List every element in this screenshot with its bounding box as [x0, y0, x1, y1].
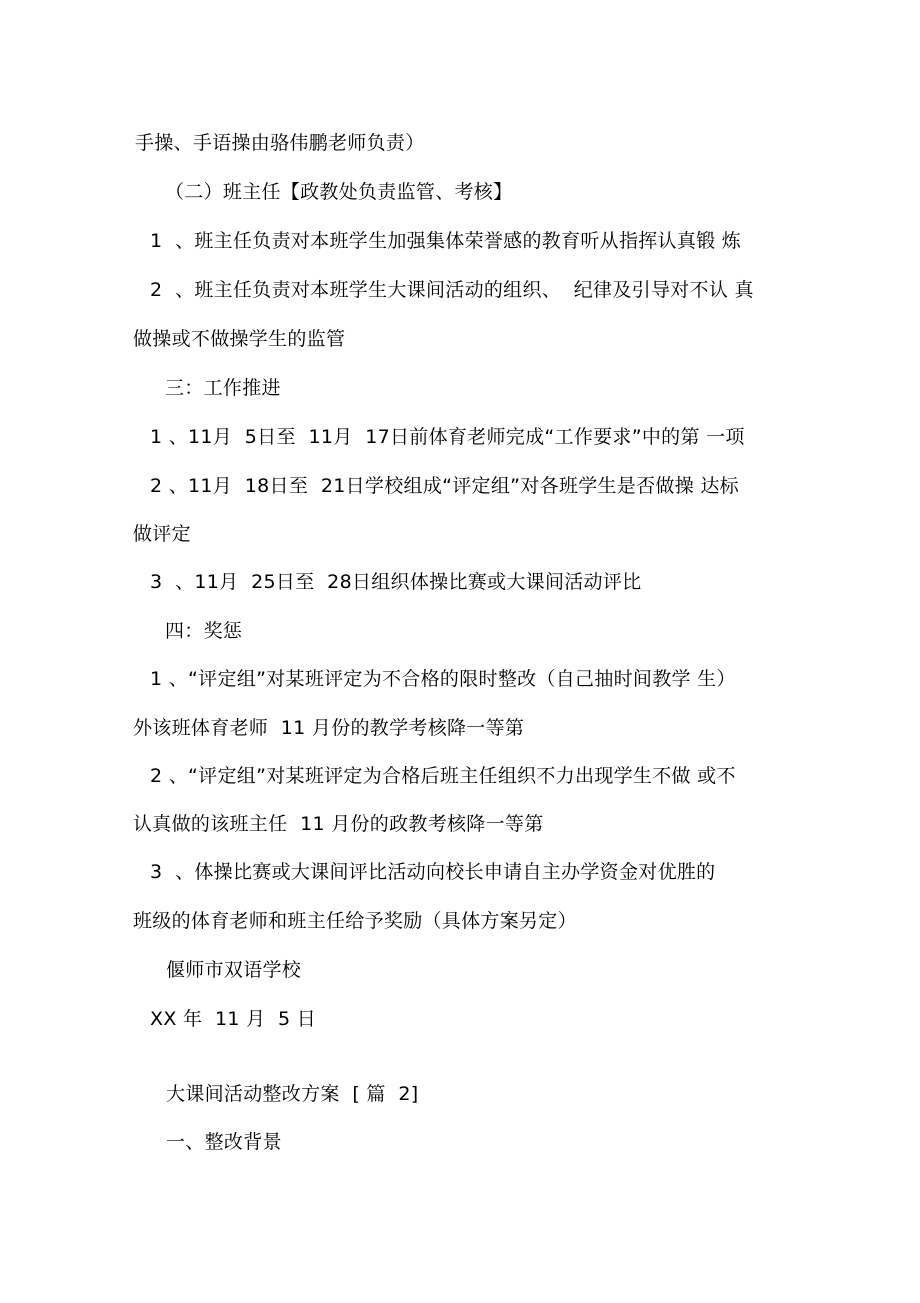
text-line: 做评定 [133, 523, 191, 545]
text-line: 班级的体育老师和班主任给予奖励（具体方案另定） [133, 910, 577, 932]
list-item: 2 、“评定组”对某班评定为合格后班主任组织不力出现学生不做 或不 [150, 765, 736, 787]
list-item: 3 、体操比赛或大课间评比活动向校长申请自主办学资金对优胜的 [150, 861, 716, 883]
section-heading: 一、整改背景 [166, 1131, 282, 1153]
text-line: 认真做的该班主任 11 月份的政教考核降一等第 [133, 813, 544, 835]
text-line: 做操或不做操学生的监管 [133, 328, 346, 350]
list-item: 3 、11月 25日至 28日组织体操比赛或大课间活动评比 [150, 571, 642, 593]
document-title: 大课间活动整改方案 [ 篇 2] [166, 1083, 419, 1105]
section-heading: （二）班主任【政教处负责监管、考核】 [165, 181, 513, 203]
text-line: 外该班体育老师 11 月份的教学考核降一等第 [133, 717, 525, 739]
signature-school: 偃师市双语学校 [166, 959, 302, 981]
list-item: 1 、“评定组”对某班评定为不合格的限时整改（自己抽时间教学 生） [150, 668, 736, 690]
text-line: 手操、手语操由骆伟鹏老师负责） [135, 132, 425, 154]
list-item: 2 、11月 18日至 21日学校组成“评定组”对各班学生是否做操 达标 [150, 475, 739, 497]
list-item: 2 、班主任负责对本班学生大课间活动的组织、 纪律及引导对不认 真 [150, 279, 754, 301]
section-heading: 四：奖惩 [165, 620, 243, 642]
list-item: 1 、班主任负责对本班学生加强集体荣誉感的教育听从指挥认真锻 炼 [150, 230, 742, 252]
signature-date: XX 年 11 月 5 日 [150, 1008, 317, 1030]
section-heading: 三：工作推进 [165, 377, 281, 399]
list-item: 1 、11月 5日至 11月 17日前体育老师完成“工作要求”中的第 一项 [150, 426, 745, 448]
